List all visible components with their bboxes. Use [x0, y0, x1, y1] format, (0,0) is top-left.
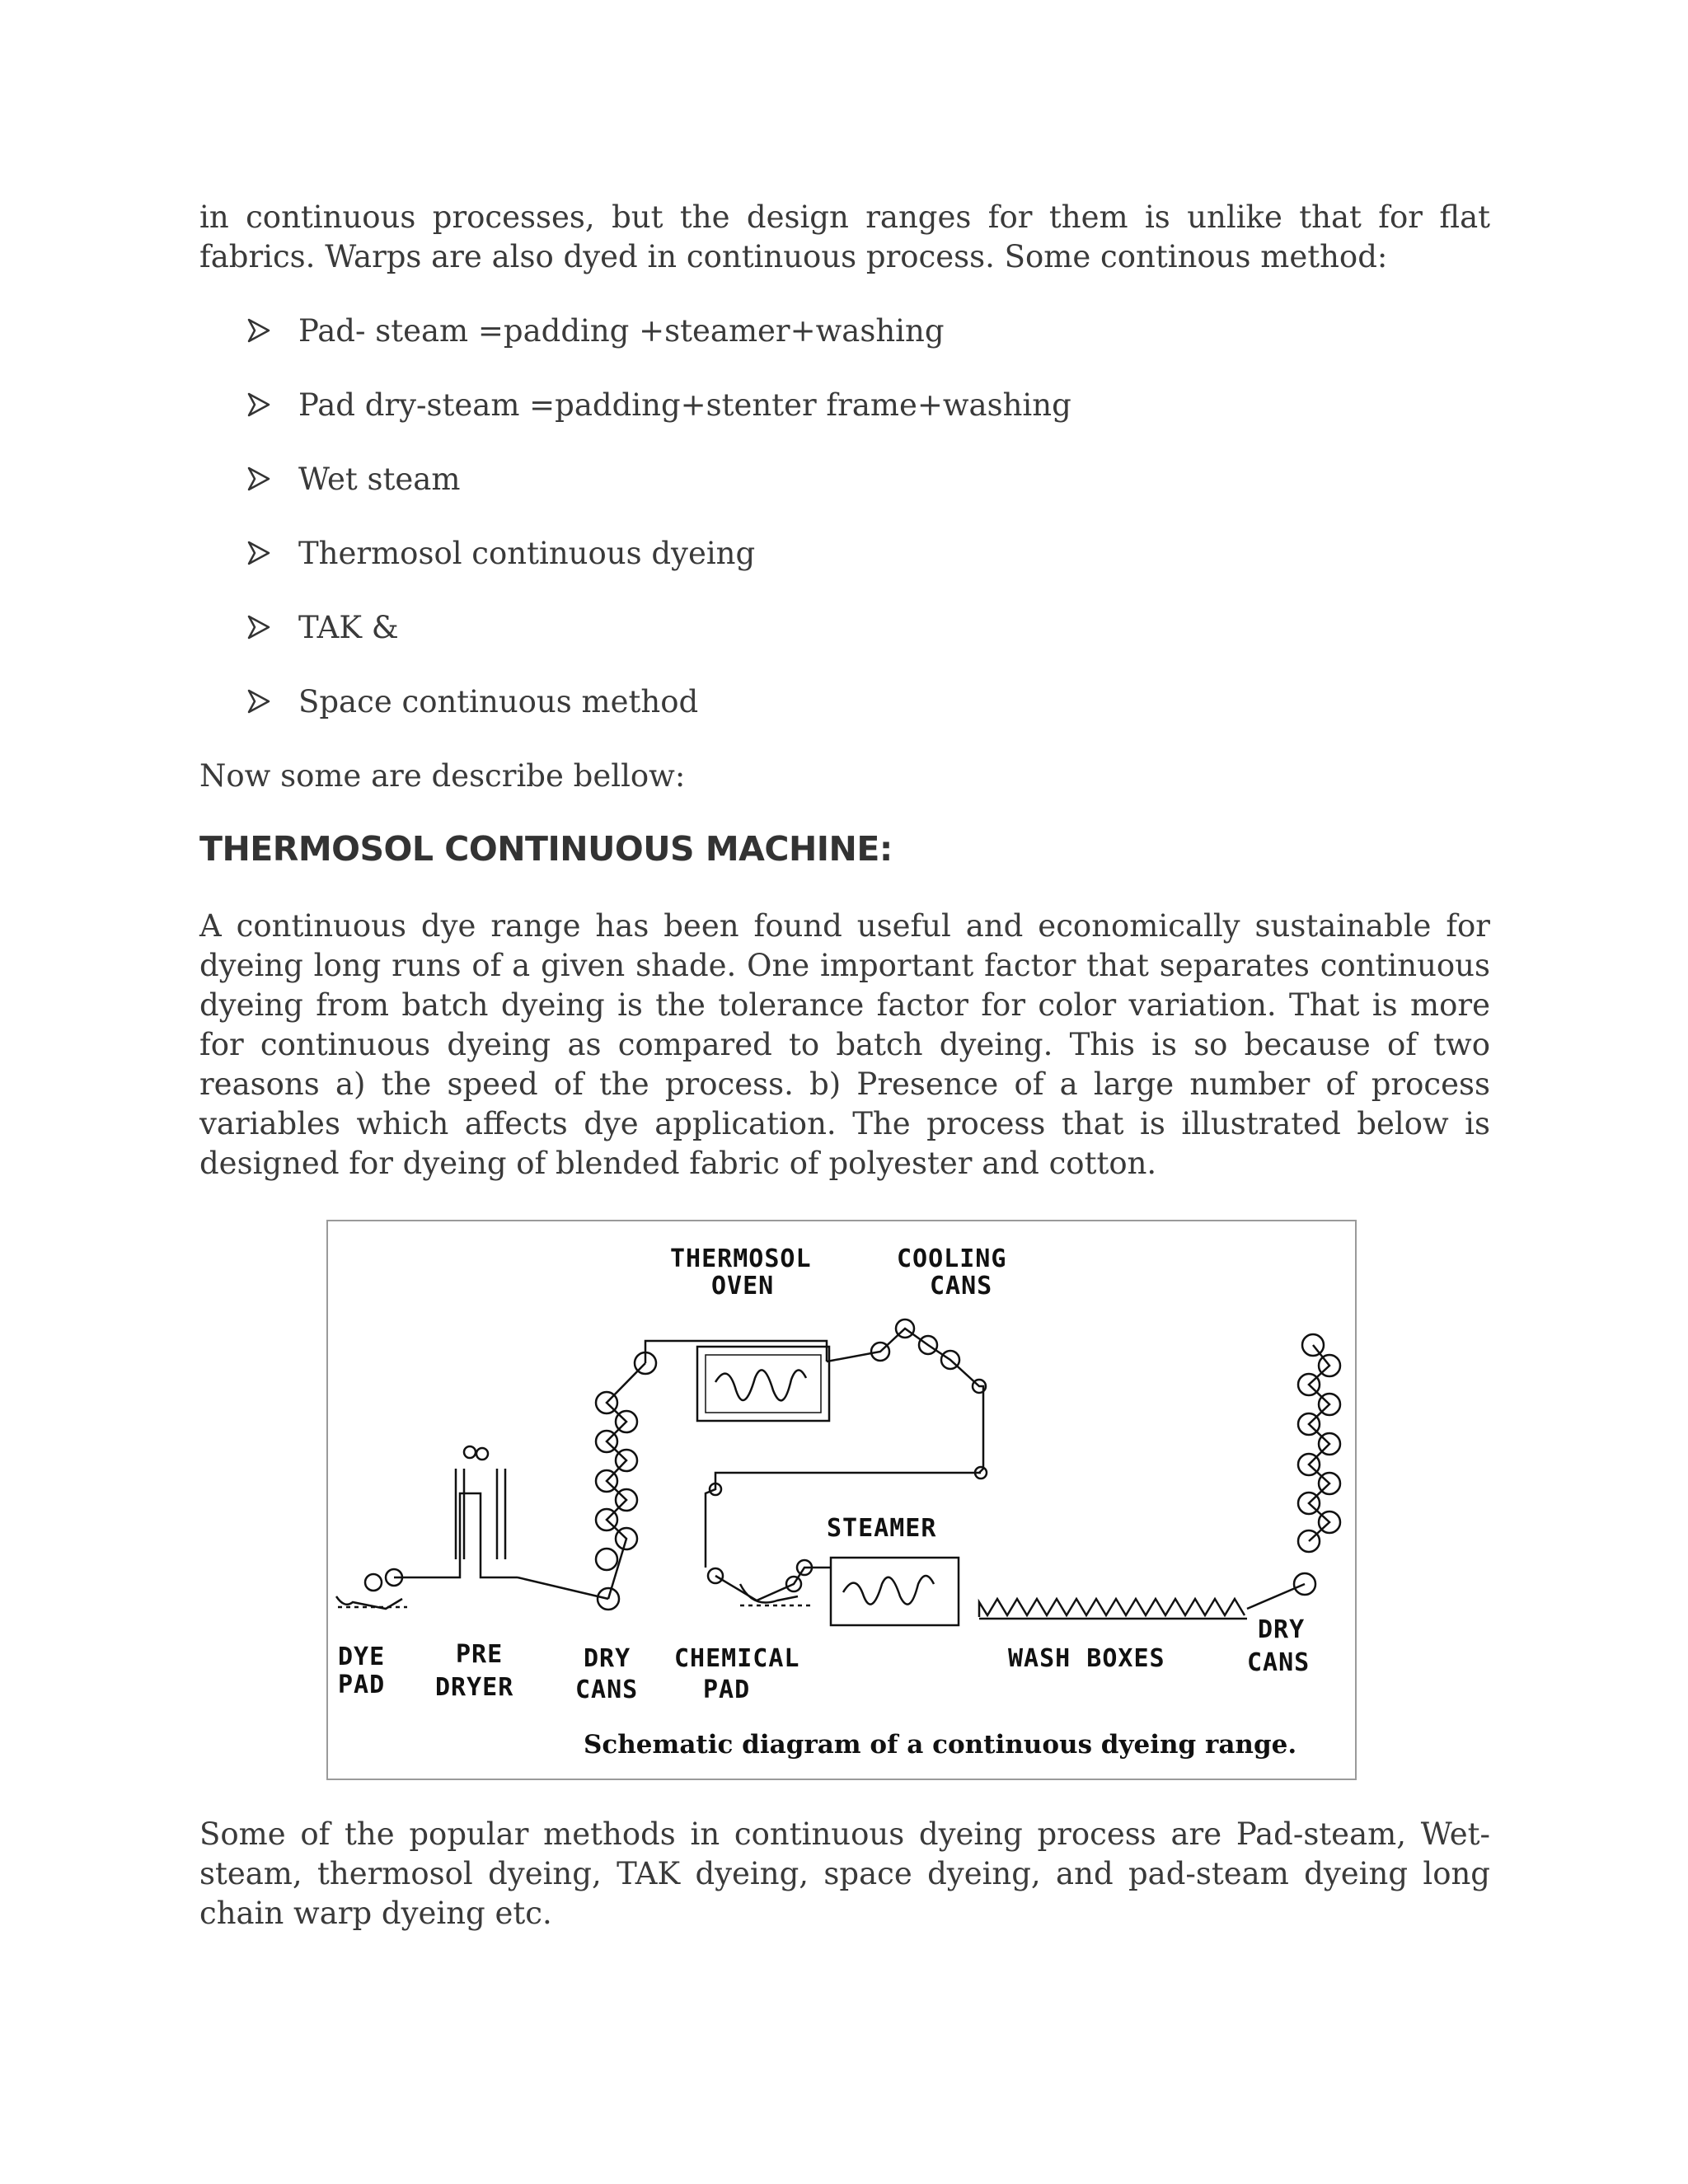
figure-caption: Schematic diagram of a continuous dyeing range.: [584, 1730, 1297, 1760]
fabric-path: [645, 1341, 827, 1363]
dye-pad-label-line1: DYE: [338, 1643, 386, 1671]
fabric-path: [607, 1363, 645, 1599]
arrow-bullet-icon: [247, 466, 270, 491]
fabric-path: [827, 1329, 983, 1473]
pre-dryer-label-line2: DRYER: [435, 1673, 514, 1702]
list-item-label: Pad dry-steam =padding+stenter frame+washing: [298, 387, 1071, 423]
fabric-path: [518, 1577, 608, 1599]
heater-coil: [715, 1370, 806, 1400]
arrow-bullet-icon: [247, 689, 270, 714]
steamer-label: STEAMER: [827, 1514, 937, 1543]
list-item-label: Wet steam: [298, 462, 461, 497]
fabric-path: [1247, 1345, 1329, 1609]
dry-cans-1-label-line2: CANS: [575, 1675, 639, 1704]
list-item-label: TAK &: [298, 610, 399, 645]
list-item-label: Pad- steam =padding +steamer+washing: [298, 313, 945, 349]
list-item-label: Space continuous method: [298, 684, 699, 719]
list-item-label: Thermosol continuous dyeing: [298, 536, 756, 571]
methods-paragraph: Some of the popular methods in continuous dyeing process are Pad-steam, Wet-steam, thermosol dyeing, TAK dyeing, space dyeing, and pad-steam dyeing long chain warp dyeing etc.: [199, 1816, 1490, 1931]
dry-cans-2-label-line1: DRY: [1258, 1615, 1306, 1644]
dry-cans-2-label-line2: CANS: [1247, 1648, 1311, 1677]
description-paragraph: A continuous dye range has been found useful and economically sustainable for dyeing long runs of a given shade. One important factor that separates continuous dyeing from batch dyeing is the tolerance factor for color variation. That is more for continuous dyeing as compared to batch dyeing. This is so because of two reasons a) the speed of the process. b) Presence of a large number of process variables which affects dye application. The process that is illustrated below is designed for dyeing of blended fabric of polyester and cotton.: [199, 908, 1490, 1181]
arrow-bullet-icon: [247, 392, 270, 417]
list-item: [247, 608, 1071, 682]
list-item: [247, 312, 1071, 386]
pre-dryer-label-line1: PRE: [456, 1640, 504, 1669]
thermosol-label-line2: OVEN: [711, 1272, 775, 1301]
fabric-path: [715, 1568, 831, 1601]
cooling-label-line2: CANS: [930, 1272, 993, 1301]
list-item: [247, 682, 1071, 757]
now-paragraph: Now some are describe bellow:: [199, 758, 686, 794]
arrow-bullet-icon: [247, 541, 270, 565]
dye-pad-roller: [365, 1574, 382, 1591]
intro-paragraph: in continuous processes, but the design ranges for them is unlike that for flat fabrics. Warps are also dyed in continuous process. Some continous method:: [199, 199, 1490, 274]
list-item: [247, 534, 1071, 608]
steamer: [831, 1558, 959, 1625]
arrow-bullet-icon: [247, 318, 270, 343]
methods-list: [247, 312, 1071, 757]
list-item: [247, 386, 1071, 460]
arrow-bullet-icon: [247, 615, 270, 640]
dye-pad-label-line2: PAD: [338, 1671, 386, 1699]
wash-boxes: [979, 1599, 1245, 1617]
steamer-coil: [843, 1576, 934, 1605]
dry-cans-1-label-line1: DRY: [584, 1644, 631, 1673]
chemical-pad-label-line1: CHEMICAL: [674, 1644, 800, 1673]
continuous-dyeing-diagram: [326, 1220, 1357, 1780]
pre-dryer-roller: [476, 1448, 488, 1460]
chemical-pad-label-line2: PAD: [703, 1675, 751, 1704]
pre-dryer-roller: [464, 1446, 476, 1458]
thermosol-oven: [697, 1347, 829, 1421]
thermosol-label-line1: THERMOSOL: [670, 1244, 812, 1273]
diagram-svg: [328, 1221, 1358, 1782]
cooling-label-line1: COOLING: [897, 1244, 1007, 1273]
section-heading: THERMOSOL CONTINUOUS MACHINE:: [199, 829, 893, 869]
list-item: [247, 460, 1071, 534]
dry-can: [596, 1549, 617, 1570]
wash-boxes-label: WASH BOXES: [1008, 1644, 1165, 1673]
